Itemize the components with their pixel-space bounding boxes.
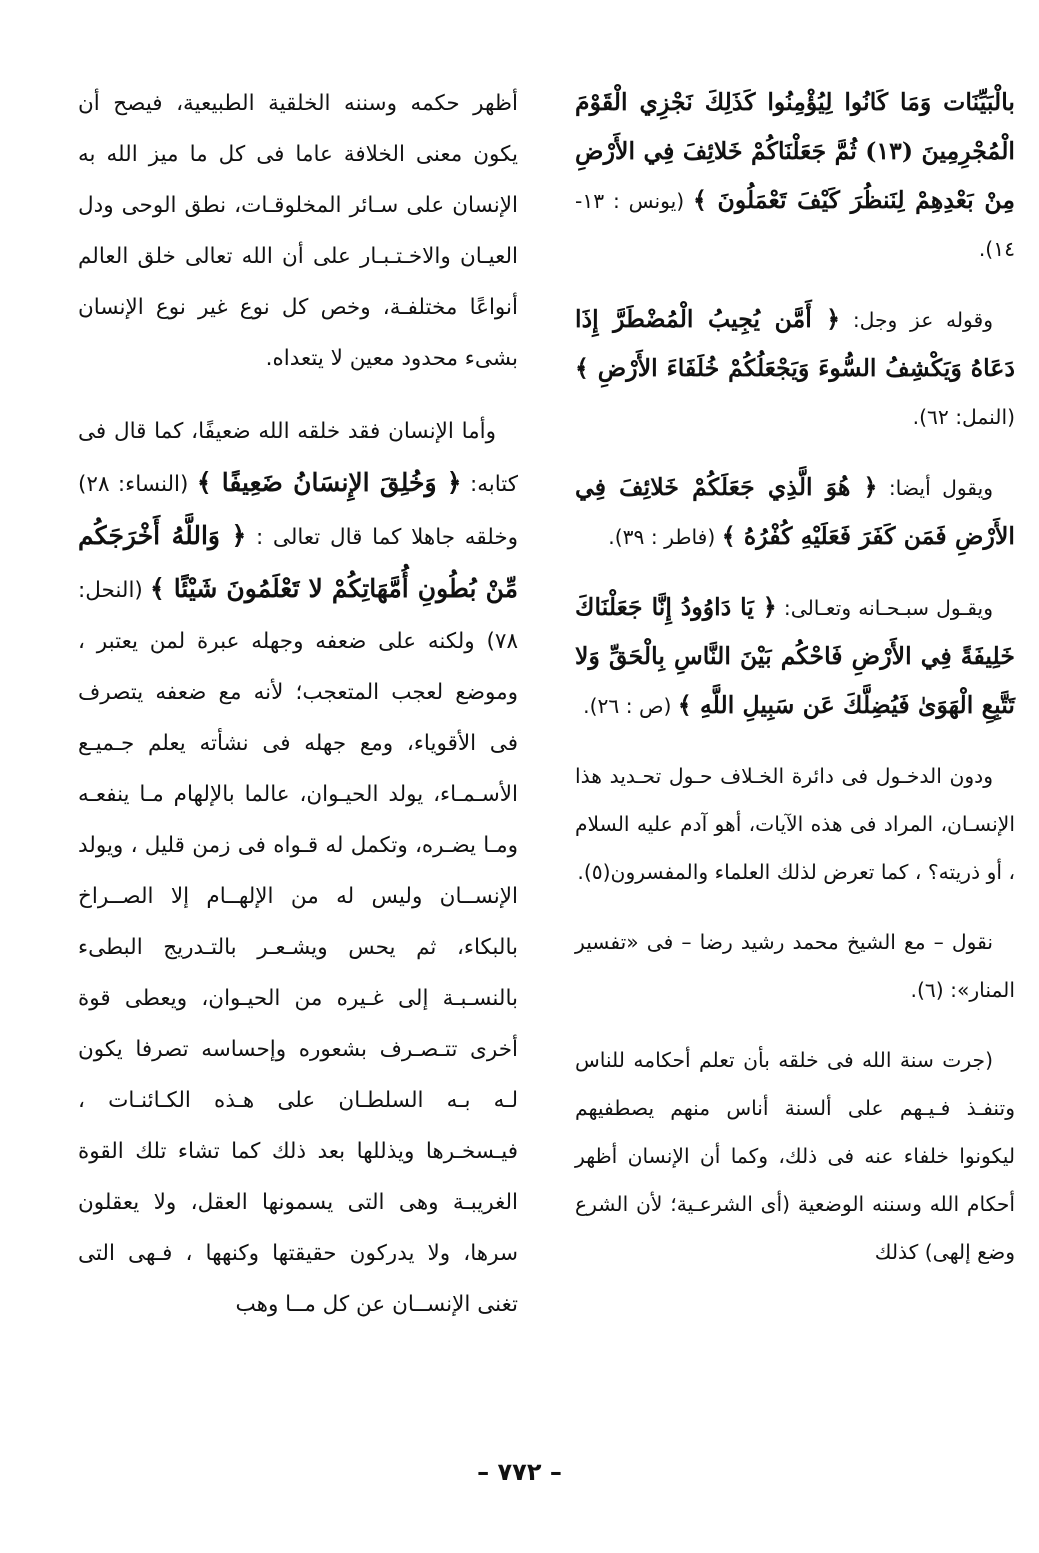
paragraph: [575, 78, 1015, 273]
quran-verse: ﴿ أَمَّن يُجِيبُ الْمُضْطَرَّ إِذَا دَعَاهُ وَيَكْشِفُ السُّوءَ وَيَجْعَلُكُمْ خُلَفَاءَ الأَرْضِ ﴾: [575, 305, 1015, 382]
quran-verse: بالْبَيِّنَات وَمَا كَانُوا لِيُؤْمِنُوا كَذَلِكَ نَجْزِي الْقَوْمَ الْمُجْرِمِينَ (١٣) ثُمَّ جَعَلْنَاكُمْ خَلائِفَ فِي الأَرْضِ مِنْ بَعْدِهِمْ لِنَنظُرَ كَيْفَ تَعْمَلُونَ ﴾: [575, 88, 1015, 214]
page-number: – ٧٧٢ –: [477, 1458, 562, 1486]
text-run: ويقول أيضا:: [877, 476, 994, 500]
text-run: (النمل: ٦٢).: [912, 405, 1015, 429]
text-run: أظهر حكمه وسننه الخلقية الطبيعية، فيصح أن يكون معنى الخلافة عاما فى كل ما ميز الله به الإنسان على سـائر المخلوقـات، نطق الوحى ودل العيـان والاخـتـبـار على أن الله تعالى خلق العالم أنواعًا مختلفـة، وخص كل نوع غير نوع الإنسان بشىء محدود معين لا يتعداه.: [78, 91, 518, 371]
paragraph: [575, 918, 1015, 1014]
right-column: [575, 78, 1015, 1298]
quran-verse: ﴿ هُوَ الَّذِي جَعَلَكُمْ خَلائِفَ فِي الأَرْضِ فَمَن كَفَرَ فَعَلَيْهِ كُفْرُهُ ﴾: [575, 473, 1015, 550]
quran-verse: ﴿ وَخُلِقَ الإِنسَانُ ضَعِيفًا ﴾: [196, 468, 462, 497]
text-run: ودون الدخـول فى دائرة الخـلاف حـول تحـديد هذا الإنسـان، المراد فى هذه الآيات، أهو آدم عليه السلام ، أو ذريته؟ ، كما تعرض لذلك العلماء والمفسرون(٥).: [575, 764, 1015, 884]
text-run: (النحل: ٧٨) ولكنه على ضعفه وجهله عبرة لمن يعتبر ، وموضع لعجب المتعجب؛ لأنه مع ضعفه يتصرف فى الأقوياء، ومع جهله فى نشأته يعلم جـميـع الأسـمـاء، يولد الحيـوان، عالما بالإلهام مـا ينفعـه ومـا يضـره، وتكمل له قـواه فى زمن قليل ، ويولد الإنســان وليس له من الإلهــام إلا الصــراخ بالبكاء، ثم يحس ويشـعـر بالتـدريج البطىء بالنسـبـة إلى غـيره من الحيـوان، ويعطى قوة أخرى تتـصـرف بشعوره وإحساسه تصرفا يكون لـه بـه السلطـان على هـذه الكـائنـات ، فيـسخـرها ويذللها بعد ذلك كما تشاء تلك القوة الغريبـة وهى التى يسمونها العقل، ولا يعقلون سرها، ولا يدركون حقيقتها وكنهها ، فـهى التى تغنى الإنســان عن كل مــا وهب: [78, 578, 518, 1317]
text-run: (يونس : ١٣- ١٤).: [575, 189, 1015, 261]
paragraph: [575, 295, 1015, 441]
quran-verse: ﴿ وَاللَّهُ أَخْرَجَكُم مِّنْ بُطُونِ أُمَّهَاتِكُمْ لا تَعْلَمُونَ شَيْئًا ﴾: [78, 521, 518, 603]
left-column: [78, 78, 518, 1352]
text-run: وقوله عز وجل:: [840, 308, 993, 332]
text-run: (ص : ٢٦).: [583, 694, 678, 718]
text-run: (جرت سنة الله فى خلقه بأن تعلم أحكامه للناس وتنفـذ فـيـهم على ألسنة أناس منهم يصطفيهم ليكونوا خلفاء عنه فى ذلك، وكما أن الإنسان أظهر أحكام الله وسننه الوضعية (أى الشرعـية؛ لأن الشرع وضع إلهى) كذلك: [575, 1048, 1015, 1264]
text-run: ويقـول سبـحـانه وتعـالى:: [776, 596, 993, 620]
text-run: وأما الإنسان فقد خلقه الله ضعيفًا، كما قال فى كتابه:: [78, 419, 518, 497]
paragraph: [575, 752, 1015, 896]
text-run: نقول – مع الشيخ محمد رشيد رضا – فى «تفسير المنار»: (٦).: [575, 930, 1015, 1002]
paragraph: [575, 1036, 1015, 1276]
paragraph: [78, 78, 518, 384]
paragraph: [78, 406, 518, 1330]
paragraph: [575, 463, 1015, 561]
quran-verse: ﴿ يَا دَاوُودُ إِنَّا جَعَلْنَاكَ خَلِيفَةً فِي الأَرْضِ فَاحْكُم بَيْنَ النَّاسِ بِالْحَقِّ وَلا تَتَّبِعِ الْهَوَىٰ فَيُضِلَّكَ عَن سَبِيلِ اللَّهِ ﴾: [575, 593, 1015, 719]
paragraph: [575, 583, 1015, 730]
text-run: (النساء: ٢٨) وخلقه جاهلا كما قال تعالى :: [78, 472, 519, 550]
text-run: (فاطر : ٣٩).: [608, 525, 722, 549]
